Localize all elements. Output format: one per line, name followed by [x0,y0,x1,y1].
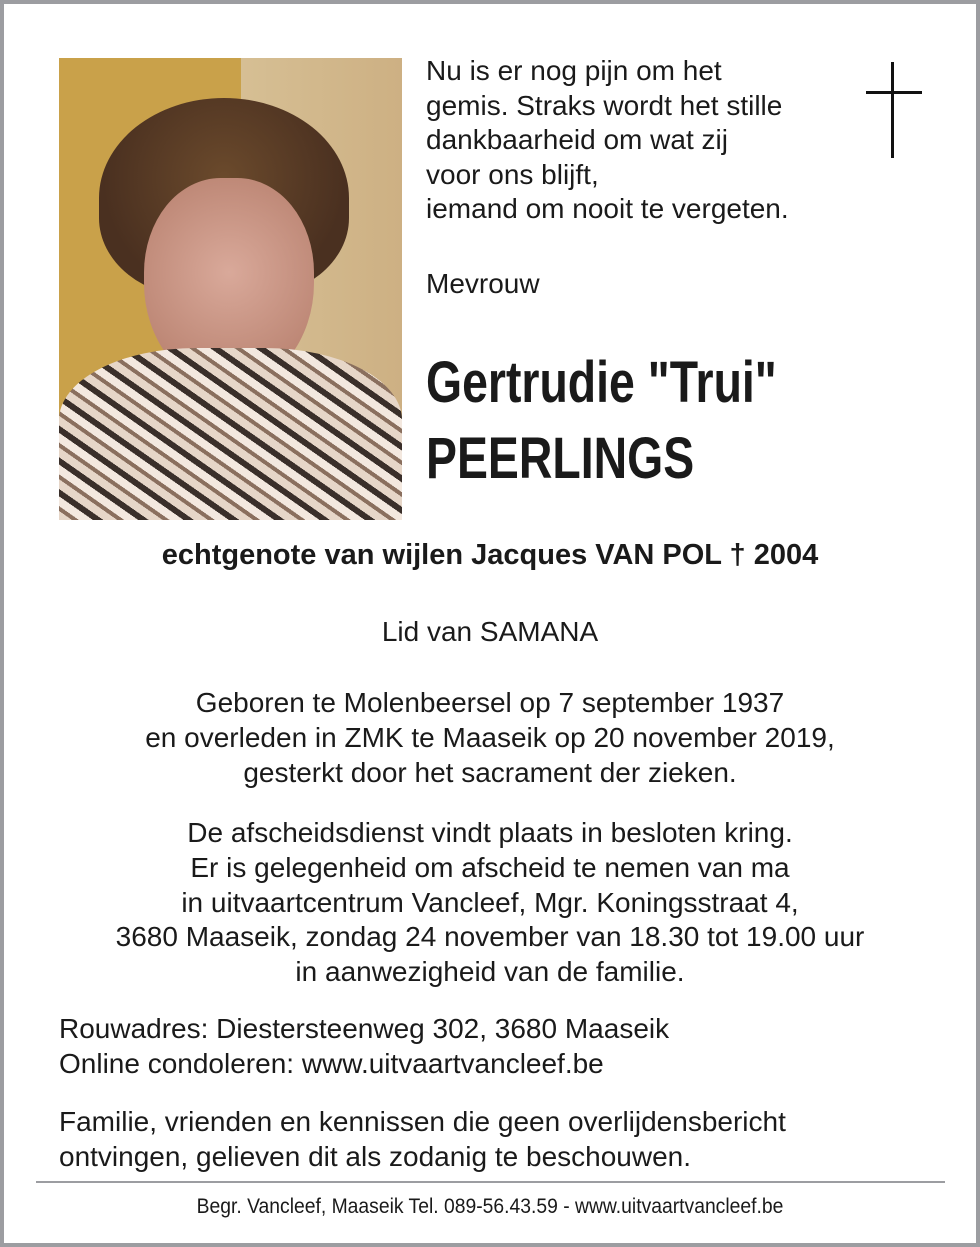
poem-line: voor ons blijft, [426,158,599,190]
divider [36,1181,945,1183]
text-line: ontvingen, gelieven dit als zodanig te beschouwen. [59,1140,691,1172]
online-condolence: Online condoleren: www.uitvaartvancleef.be [59,1047,604,1079]
poem-line: dankbaarheid om wat zij [426,124,728,155]
photo-blouse [59,348,402,520]
text-line: Familie, vrienden en kennissen die geen overlijdensbericht [59,1106,786,1137]
text-line: en overleden in ZMK te Maaseik op 20 november 2019, [145,721,835,753]
text-line: De afscheidsdienst vindt plaats in besloten kring. [187,817,793,848]
poem-line: iemand om nooit te vergeten. [426,193,789,224]
text-line: in uitvaartcentrum Vancleef, Mgr. Koningsstraat 4, [181,886,799,918]
poem-line: Nu is er nog pijn om het [426,55,722,86]
membership: Lid van SAMANA [381,616,599,647]
address-info [59,1012,669,1081]
portrait-photo [59,58,402,520]
cross-icon [866,62,922,158]
poem-line: gemis. Straks wordt het stille [426,89,783,121]
service-info [0,816,980,990]
text-line: Er is gelegenheid om afscheid te nemen van ma [190,851,790,883]
spouse-line: echtgenote van wijlen Jacques VAN POL † 2004 [161,539,819,571]
text-line: Geboren te Molenbeersel op 7 september 1937 [195,687,785,718]
text-line: gesterkt door het sacrament der zieken. [243,756,737,788]
text-line: in aanwezigheid van de familie. [295,956,685,988]
name-line-2: PEERLINGS [426,426,695,491]
birth-death-info [0,686,980,790]
footer: Begr. Vancleef, Maaseik Tel. 089-56.43.59 - www.uitvaartvancleef.be [196,1195,784,1218]
family-notice [59,1105,786,1174]
mourning-address: Rouwadres: Diestersteenweg 302, 3680 Maaseik [59,1013,670,1044]
text-line: 3680 Maaseik, zondag 24 november van 18.30 tot 19.00 uur [115,921,865,953]
name-line-1: Gertrudie "Trui" [426,350,777,415]
title: Mevrouw [426,268,540,299]
deceased-name [426,345,777,497]
poem [426,54,789,227]
